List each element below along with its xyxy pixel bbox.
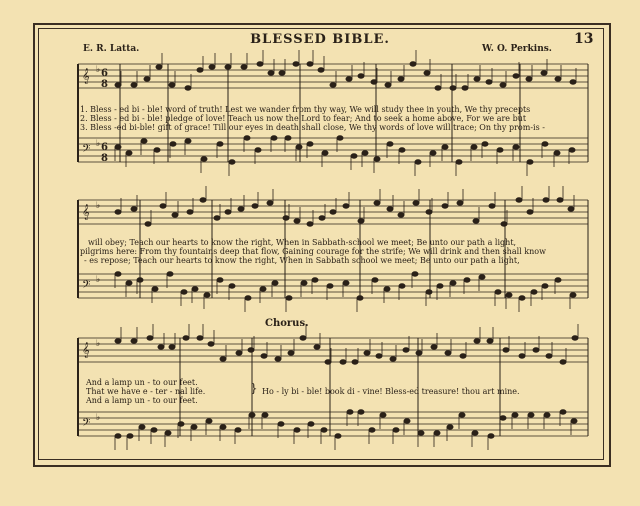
- note-head: [249, 413, 255, 417]
- note-head: [554, 151, 560, 155]
- note-head: [541, 71, 547, 75]
- note-head: [346, 77, 352, 81]
- note-head: [335, 434, 341, 438]
- note-head: [181, 290, 187, 294]
- note-head: [151, 428, 157, 432]
- note-head: [255, 148, 261, 152]
- note-head: [217, 278, 223, 282]
- note-head: [283, 216, 289, 220]
- note-head: [351, 154, 357, 158]
- note-head: [445, 351, 451, 355]
- note-head: [141, 139, 147, 143]
- svg-text:♭: ♭: [96, 413, 101, 423]
- note-head: [362, 151, 368, 155]
- note-head: [544, 413, 550, 417]
- note-head: [144, 77, 150, 81]
- chorus-verse-line-3: And a lamp un - to our feet.: [86, 396, 198, 405]
- note-head: [527, 210, 533, 214]
- note-head: [482, 142, 488, 146]
- verse-line-1: 1. Bless - ed bi - ble! word of truth! Lest we wander from thy way, We will study thee in youth, We thy precepts: [80, 105, 531, 114]
- note-head: [325, 360, 331, 364]
- treble-clef-icon: 𝄞: [82, 69, 90, 84]
- note-head: [471, 145, 477, 149]
- note-head: [296, 145, 302, 149]
- note-head: [165, 431, 171, 435]
- note-head: [235, 428, 241, 432]
- note-head: [434, 431, 440, 435]
- note-head: [229, 284, 235, 288]
- svg-text:♭: ♭: [96, 139, 101, 149]
- note-head: [358, 74, 364, 78]
- note-head: [156, 65, 162, 69]
- note-head: [555, 278, 561, 282]
- svg-text:𝄢: 𝄢: [82, 417, 91, 432]
- note-head: [220, 357, 226, 361]
- note-head: [167, 272, 173, 276]
- note-head: [500, 416, 506, 420]
- note-head: [286, 296, 292, 300]
- note-head: [272, 281, 278, 285]
- note-head: [252, 204, 258, 208]
- note-head: [126, 151, 132, 155]
- note-head: [288, 351, 294, 355]
- note-head: [268, 71, 274, 75]
- note-head: [225, 210, 231, 214]
- note-head: [399, 148, 405, 152]
- note-head: [185, 139, 191, 143]
- note-head: [570, 293, 576, 297]
- note-head: [217, 142, 223, 146]
- note-head: [459, 413, 465, 417]
- note-head: [127, 434, 133, 438]
- note-head: [412, 272, 418, 276]
- note-head: [197, 336, 203, 340]
- note-head: [337, 136, 343, 140]
- svg-text:𝄞: 𝄞: [82, 343, 90, 358]
- note-head: [572, 336, 578, 340]
- note-head: [555, 77, 561, 81]
- note-head: [516, 198, 522, 202]
- note-head: [307, 62, 313, 66]
- note-head: [131, 83, 137, 87]
- note-head: [170, 142, 176, 146]
- svg-text:𝄞: 𝄞: [82, 205, 90, 220]
- svg-text:♭: ♭: [96, 339, 101, 349]
- note-head: [244, 136, 250, 140]
- note-head: [568, 207, 574, 211]
- note-head: [393, 428, 399, 432]
- note-head: [285, 136, 291, 140]
- note-head: [456, 160, 462, 164]
- note-head: [115, 272, 121, 276]
- svg-text:8: 8: [101, 153, 108, 164]
- note-head: [343, 204, 349, 208]
- note-head: [137, 278, 143, 282]
- verse-line-2: 2. Bless - ed bi - ble! pledge of love! Teach us now the Lord to fear; And to seek a home above, For we are but: [80, 114, 527, 123]
- note-head: [462, 86, 468, 90]
- note-head: [403, 348, 409, 352]
- note-head: [426, 290, 432, 294]
- note-head: [431, 345, 437, 349]
- note-head: [387, 142, 393, 146]
- note-head: [385, 83, 391, 87]
- note-head: [115, 83, 121, 87]
- note-head: [319, 216, 325, 220]
- note-head: [200, 198, 206, 202]
- note-head: [390, 357, 396, 361]
- note-head: [183, 336, 189, 340]
- hymn-title: BLESSED BIBLE.: [250, 32, 390, 47]
- note-head: [526, 77, 532, 81]
- lyricist: E. R. Latta.: [83, 44, 140, 54]
- note-head: [384, 287, 390, 291]
- note-head: [229, 160, 235, 164]
- verse-line-3: 3. Bless -ed bi-ble! gift of grace! Till our eyes in death shall close, We thy words of love will trace; On thy prom-is -: [80, 123, 545, 132]
- note-head: [154, 148, 160, 152]
- note-head: [489, 204, 495, 208]
- composer: W. O. Perkins.: [482, 44, 552, 54]
- note-head: [327, 284, 333, 288]
- chorus-verse-line-1: And a lamp un - to our feet.: [86, 378, 198, 387]
- note-head: [312, 278, 318, 282]
- note-head: [314, 345, 320, 349]
- note-head: [472, 431, 478, 435]
- note-head: [571, 419, 577, 423]
- note-head: [238, 207, 244, 211]
- svg-text:♭: ♭: [96, 275, 101, 285]
- note-head: [169, 345, 175, 349]
- note-head: [542, 142, 548, 146]
- note-head: [225, 65, 231, 69]
- note-head: [197, 68, 203, 72]
- note-head: [279, 71, 285, 75]
- note-head: [347, 410, 353, 414]
- note-head: [352, 360, 358, 364]
- note-head: [191, 425, 197, 429]
- note-head: [172, 213, 178, 217]
- note-head: [473, 219, 479, 223]
- note-head: [447, 425, 453, 429]
- note-head: [479, 275, 485, 279]
- note-head: [241, 65, 247, 69]
- note-head: [294, 428, 300, 432]
- svg-text:6: 6: [101, 142, 108, 153]
- note-head: [569, 148, 575, 152]
- note-head: [512, 413, 518, 417]
- note-head: [139, 425, 145, 429]
- note-head: [457, 201, 463, 205]
- note-head: [503, 348, 509, 352]
- note-head: [426, 210, 432, 214]
- note-head: [248, 348, 254, 352]
- verse-line-2: pilgrims here: From thy fountains deep that flow, Gaining courage for the strife; We will drink and then shall know: [80, 247, 546, 256]
- note-head: [300, 336, 306, 340]
- note-head: [560, 410, 566, 414]
- note-head: [330, 210, 336, 214]
- note-head: [236, 351, 242, 355]
- note-head: [260, 287, 266, 291]
- staff-lines: [78, 338, 588, 362]
- note-head: [293, 62, 299, 66]
- note-head: [557, 198, 563, 202]
- note-head: [185, 86, 191, 90]
- note-head: [418, 431, 424, 435]
- note-head: [115, 339, 121, 343]
- note-head: [278, 422, 284, 426]
- note-head: [374, 157, 380, 161]
- time-signature-bottom: 8: [101, 79, 108, 90]
- note-head: [442, 145, 448, 149]
- note-head: [115, 434, 121, 438]
- note-head: [474, 77, 480, 81]
- note-head: [307, 142, 313, 146]
- note-head: [442, 204, 448, 208]
- note-head: [261, 354, 267, 358]
- flat-icon: ♭: [96, 65, 101, 75]
- note-head: [209, 65, 215, 69]
- bass-clef-icon: 𝄢: [82, 143, 91, 158]
- note-head: [513, 74, 519, 78]
- note-head: [398, 213, 404, 217]
- note-head: [435, 86, 441, 90]
- note-head: [372, 278, 378, 282]
- note-head: [340, 360, 346, 364]
- time-signature-top: 6: [101, 68, 108, 79]
- note-head: [169, 83, 175, 87]
- note-head: [464, 278, 470, 282]
- note-head: [416, 351, 422, 355]
- note-head: [404, 419, 410, 423]
- chorus-label: Chorus.: [265, 318, 309, 329]
- note-head: [519, 354, 525, 358]
- note-head: [374, 201, 380, 205]
- note-head: [358, 410, 364, 414]
- note-head: [145, 222, 151, 226]
- chorus-refrain: Ho - ly bi - ble! book di - vine! Bless-ed treasure! thou art mine.: [262, 387, 520, 396]
- chorus-verse-line-2: That we have e - ter - nal life.: [86, 387, 206, 396]
- note-head: [495, 290, 501, 294]
- note-head: [330, 83, 336, 87]
- note-head: [488, 434, 494, 438]
- note-head: [201, 157, 207, 161]
- note-head: [560, 360, 566, 364]
- note-head: [160, 204, 166, 208]
- note-head: [486, 80, 492, 84]
- note-head: [257, 62, 263, 66]
- note-head: [364, 351, 370, 355]
- note-head: [115, 145, 121, 149]
- note-head: [546, 354, 552, 358]
- note-head: [192, 287, 198, 291]
- note-head: [474, 339, 480, 343]
- verse-line-1: will obey; Teach our hearts to know the right, When in Sabbath-school we meet; Be unto our path a light,: [88, 238, 517, 247]
- note-head: [322, 151, 328, 155]
- note-head: [318, 68, 324, 72]
- note-head: [178, 422, 184, 426]
- note-head: [369, 428, 375, 432]
- note-head: [500, 83, 506, 87]
- svg-text:♭: ♭: [96, 201, 101, 211]
- note-head: [528, 413, 534, 417]
- note-head: [380, 413, 386, 417]
- note-head: [543, 198, 549, 202]
- note-head: [275, 357, 281, 361]
- note-head: [460, 354, 466, 358]
- note-head: [307, 222, 313, 226]
- note-head: [358, 219, 364, 223]
- note-head: [399, 284, 405, 288]
- note-head: [343, 281, 349, 285]
- note-head: [410, 62, 416, 66]
- note-head: [501, 222, 507, 226]
- note-head: [570, 80, 576, 84]
- note-head: [519, 296, 525, 300]
- page-number: 13: [574, 31, 594, 47]
- note-head: [208, 342, 214, 346]
- note-head: [513, 145, 519, 149]
- note-head: [497, 148, 503, 152]
- note-head: [371, 80, 377, 84]
- note-head: [245, 296, 251, 300]
- note-head: [220, 425, 226, 429]
- note-head: [206, 419, 212, 423]
- note-head: [450, 281, 456, 285]
- svg-text:𝄢: 𝄢: [82, 279, 91, 294]
- note-head: [308, 422, 314, 426]
- note-head: [115, 210, 121, 214]
- note-head: [271, 136, 277, 140]
- note-head: [152, 287, 158, 291]
- note-head: [187, 210, 193, 214]
- note-head: [450, 86, 456, 90]
- note-head: [387, 207, 393, 211]
- note-head: [533, 348, 539, 352]
- note-head: [204, 293, 210, 297]
- note-head: [437, 284, 443, 288]
- note-head: [214, 216, 220, 220]
- verse-line-3: - es repose; Teach our hearts to know the right, When in Sabbath school we meet; Be unto our path a light,: [84, 256, 520, 265]
- note-head: [131, 207, 137, 211]
- note-head: [301, 281, 307, 285]
- note-head: [131, 339, 137, 343]
- note-head: [267, 201, 273, 205]
- note-head: [542, 284, 548, 288]
- note-head: [294, 219, 300, 223]
- note-head: [487, 339, 493, 343]
- note-head: [527, 160, 533, 164]
- note-head: [413, 201, 419, 205]
- note-head: [398, 77, 404, 81]
- note-head: [531, 290, 537, 294]
- note-head: [376, 354, 382, 358]
- note-head: [424, 71, 430, 75]
- note-head: [321, 428, 327, 432]
- note-head: [506, 293, 512, 297]
- note-head: [147, 336, 153, 340]
- note-head: [158, 345, 164, 349]
- note-head: [126, 281, 132, 285]
- brace-icon: }: [250, 381, 258, 395]
- note-head: [430, 151, 436, 155]
- note-head: [262, 413, 268, 417]
- note-head: [415, 160, 421, 164]
- note-head: [357, 296, 363, 300]
